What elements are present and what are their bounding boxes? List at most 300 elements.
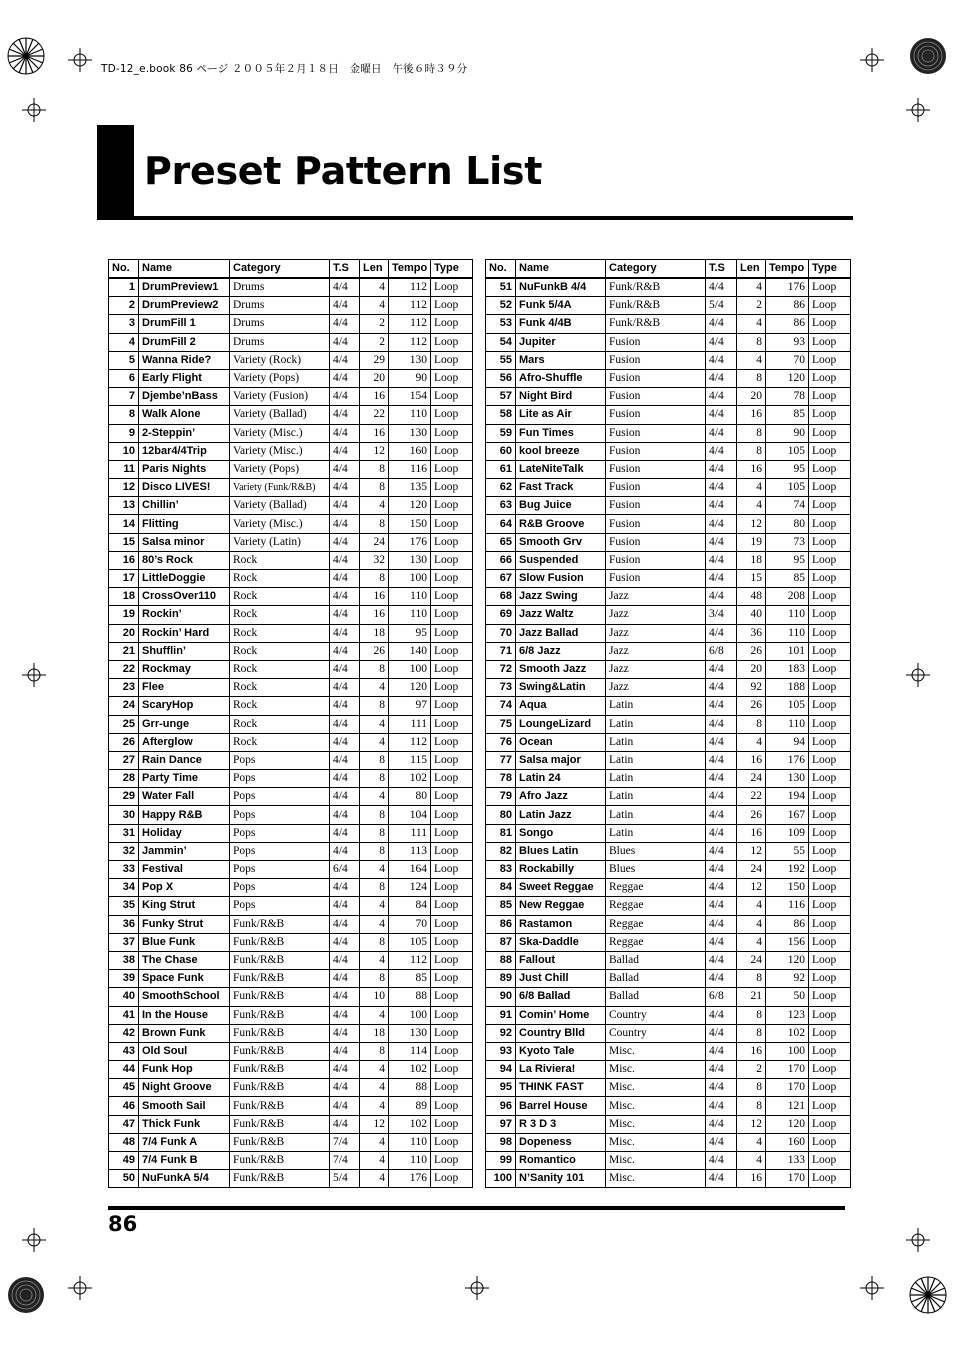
footer-rule bbox=[108, 1206, 845, 1210]
time-signature: 4/4 bbox=[706, 861, 737, 879]
pattern-length: 8 bbox=[360, 879, 389, 897]
time-signature: 4/4 bbox=[706, 278, 737, 297]
pattern-tempo: 114 bbox=[389, 1042, 431, 1060]
pattern-name: Jazz Swing bbox=[516, 588, 606, 606]
table-row bbox=[486, 842, 851, 860]
pattern-tempo: 116 bbox=[389, 460, 431, 478]
table-row bbox=[109, 679, 473, 697]
pattern-type: Loop bbox=[431, 642, 473, 660]
pattern-name: Afterglow bbox=[139, 733, 230, 751]
table-row bbox=[486, 278, 851, 297]
pattern-length: 16 bbox=[737, 824, 766, 842]
pattern-name: Early Flight bbox=[139, 369, 230, 387]
pattern-type: Loop bbox=[431, 278, 473, 297]
pattern-number: 59 bbox=[486, 424, 516, 442]
pattern-length: 4 bbox=[360, 1079, 389, 1097]
table-row bbox=[109, 1152, 473, 1170]
pattern-tempo: 84 bbox=[389, 897, 431, 915]
pattern-tempo: 102 bbox=[389, 770, 431, 788]
pattern-type: Loop bbox=[809, 1152, 851, 1170]
pattern-number: 2 bbox=[109, 297, 139, 315]
table-row bbox=[486, 679, 851, 697]
pattern-category: Fusion bbox=[606, 533, 706, 551]
table-row bbox=[486, 424, 851, 442]
pattern-name: Walk Alone bbox=[139, 406, 230, 424]
pattern-category: Rock bbox=[230, 660, 330, 678]
pattern-tempo: 170 bbox=[766, 1061, 809, 1079]
pattern-length: 12 bbox=[360, 1115, 389, 1133]
crosshair-mark-icon bbox=[906, 663, 930, 687]
time-signature: 4/4 bbox=[706, 1042, 737, 1060]
time-signature: 4/4 bbox=[706, 551, 737, 569]
pattern-name: Happy R&B bbox=[139, 806, 230, 824]
pattern-name: Ocean bbox=[516, 733, 606, 751]
pattern-type: Loop bbox=[809, 751, 851, 769]
pattern-number: 70 bbox=[486, 624, 516, 642]
pattern-name: DrumFill 1 bbox=[139, 315, 230, 333]
pattern-name: Smooth Sail bbox=[139, 1097, 230, 1115]
table-row bbox=[486, 879, 851, 897]
time-signature: 4/4 bbox=[330, 551, 360, 569]
pattern-type: Loop bbox=[431, 733, 473, 751]
pattern-length: 15 bbox=[737, 570, 766, 588]
pattern-type: Loop bbox=[431, 897, 473, 915]
table-row bbox=[486, 333, 851, 351]
col-header-no: No. bbox=[486, 260, 516, 279]
pattern-length: 16 bbox=[360, 424, 389, 442]
pattern-length: 32 bbox=[360, 551, 389, 569]
table-row bbox=[109, 369, 473, 387]
crosshair-mark-icon bbox=[860, 48, 884, 72]
pattern-category: Drums bbox=[230, 333, 330, 351]
table-row bbox=[486, 1079, 851, 1097]
table-row bbox=[486, 624, 851, 642]
table-row bbox=[109, 715, 473, 733]
pattern-tempo: 74 bbox=[766, 497, 809, 515]
table-row bbox=[486, 897, 851, 915]
time-signature: 4/4 bbox=[330, 315, 360, 333]
time-signature: 4/4 bbox=[706, 333, 737, 351]
time-signature: 4/4 bbox=[330, 788, 360, 806]
pattern-tempo: 86 bbox=[766, 315, 809, 333]
pattern-type: Loop bbox=[431, 1006, 473, 1024]
time-signature: 4/4 bbox=[330, 442, 360, 460]
pattern-category: Rock bbox=[230, 588, 330, 606]
pattern-number: 33 bbox=[109, 861, 139, 879]
pattern-length: 4 bbox=[360, 915, 389, 933]
time-signature: 4/4 bbox=[706, 515, 737, 533]
table-row bbox=[486, 1115, 851, 1133]
pattern-type: Loop bbox=[809, 533, 851, 551]
pattern-number: 67 bbox=[486, 570, 516, 588]
pattern-name: CrossOver110 bbox=[139, 588, 230, 606]
pattern-type: Loop bbox=[431, 1115, 473, 1133]
table-row bbox=[109, 406, 473, 424]
pattern-length: 8 bbox=[737, 442, 766, 460]
pattern-number: 71 bbox=[486, 642, 516, 660]
pattern-length: 8 bbox=[737, 1006, 766, 1024]
pattern-name: Rain Dance bbox=[139, 751, 230, 769]
pattern-tempo: 112 bbox=[389, 278, 431, 297]
pattern-tempo: 110 bbox=[766, 606, 809, 624]
pattern-type: Loop bbox=[809, 315, 851, 333]
pattern-name: 2-Steppin’ bbox=[139, 424, 230, 442]
pattern-number: 53 bbox=[486, 315, 516, 333]
pattern-category: Reggae bbox=[606, 879, 706, 897]
pattern-name: 6/8 Ballad bbox=[516, 988, 606, 1006]
pattern-category: Fusion bbox=[606, 388, 706, 406]
pattern-name: Party Time bbox=[139, 770, 230, 788]
pattern-category: Variety (Pops) bbox=[230, 460, 330, 478]
pattern-length: 40 bbox=[737, 606, 766, 624]
table-row bbox=[109, 770, 473, 788]
pattern-name: Paris Nights bbox=[139, 460, 230, 478]
pattern-number: 30 bbox=[109, 806, 139, 824]
pattern-type: Loop bbox=[431, 624, 473, 642]
pattern-number: 4 bbox=[109, 333, 139, 351]
pattern-name: Funk Hop bbox=[139, 1061, 230, 1079]
time-signature: 4/4 bbox=[330, 733, 360, 751]
pattern-length: 4 bbox=[737, 351, 766, 369]
pattern-type: Loop bbox=[431, 570, 473, 588]
time-signature: 4/4 bbox=[706, 660, 737, 678]
time-signature: 6/8 bbox=[706, 988, 737, 1006]
pattern-number: 49 bbox=[109, 1152, 139, 1170]
pattern-name: Fallout bbox=[516, 951, 606, 969]
table-row bbox=[109, 460, 473, 478]
pattern-tempo: 80 bbox=[766, 515, 809, 533]
pattern-name: DrumFill 2 bbox=[139, 333, 230, 351]
pattern-length: 2 bbox=[737, 297, 766, 315]
crosshair-mark-icon bbox=[906, 98, 930, 122]
pattern-category: Ballad bbox=[606, 970, 706, 988]
pattern-category: Fusion bbox=[606, 497, 706, 515]
pattern-tempo: 112 bbox=[389, 733, 431, 751]
table-row bbox=[486, 788, 851, 806]
pattern-length: 8 bbox=[360, 515, 389, 533]
pattern-number: 37 bbox=[109, 933, 139, 951]
crosshair-mark-icon bbox=[22, 98, 46, 122]
registration-disc-icon bbox=[4, 1273, 48, 1317]
pattern-length: 8 bbox=[737, 369, 766, 387]
time-signature: 6/8 bbox=[706, 642, 737, 660]
pattern-category: Funk/R&B bbox=[606, 297, 706, 315]
pattern-type: Loop bbox=[809, 642, 851, 660]
pattern-number: 46 bbox=[109, 1097, 139, 1115]
pattern-name: Rastamon bbox=[516, 915, 606, 933]
pattern-name: Pop X bbox=[139, 879, 230, 897]
pattern-tempo: 120 bbox=[766, 1115, 809, 1133]
pattern-name: Smooth Jazz bbox=[516, 660, 606, 678]
table-body-right bbox=[486, 278, 851, 1188]
pattern-tempo: 73 bbox=[766, 533, 809, 551]
pattern-length: 21 bbox=[737, 988, 766, 1006]
table-row bbox=[109, 315, 473, 333]
pattern-length: 24 bbox=[737, 951, 766, 969]
pattern-length: 18 bbox=[360, 624, 389, 642]
table-row bbox=[486, 551, 851, 569]
table-row bbox=[109, 351, 473, 369]
pattern-type: Loop bbox=[809, 951, 851, 969]
pattern-category: Jazz bbox=[606, 624, 706, 642]
pattern-number: 25 bbox=[109, 715, 139, 733]
time-signature: 4/4 bbox=[330, 1024, 360, 1042]
table-row bbox=[109, 551, 473, 569]
pattern-category: Funk/R&B bbox=[230, 933, 330, 951]
col-header-name: Name bbox=[516, 260, 606, 279]
pattern-tempo: 100 bbox=[766, 1042, 809, 1060]
pattern-name: Kyoto Tale bbox=[516, 1042, 606, 1060]
pattern-number: 86 bbox=[486, 915, 516, 933]
table-row bbox=[486, 824, 851, 842]
pattern-number: 62 bbox=[486, 479, 516, 497]
pattern-name: R&B Groove bbox=[516, 515, 606, 533]
time-signature: 4/4 bbox=[330, 424, 360, 442]
pattern-length: 4 bbox=[360, 679, 389, 697]
pattern-type: Loop bbox=[431, 770, 473, 788]
pattern-name: In the House bbox=[139, 1006, 230, 1024]
pattern-name: Jammin’ bbox=[139, 842, 230, 860]
pattern-type: Loop bbox=[431, 388, 473, 406]
pattern-tempo: 111 bbox=[389, 715, 431, 733]
pattern-tempo: 156 bbox=[766, 933, 809, 951]
pattern-number: 8 bbox=[109, 406, 139, 424]
pattern-category: Funk/R&B bbox=[606, 315, 706, 333]
pattern-type: Loop bbox=[431, 842, 473, 860]
table-row bbox=[109, 988, 473, 1006]
table-row bbox=[109, 297, 473, 315]
time-signature: 4/4 bbox=[330, 333, 360, 351]
time-signature: 4/4 bbox=[706, 1152, 737, 1170]
pattern-name: Funky Strut bbox=[139, 915, 230, 933]
table-row bbox=[486, 915, 851, 933]
pattern-tempo: 154 bbox=[389, 388, 431, 406]
time-signature: 4/4 bbox=[330, 751, 360, 769]
time-signature: 4/4 bbox=[330, 606, 360, 624]
pattern-tempo: 85 bbox=[766, 406, 809, 424]
pattern-type: Loop bbox=[809, 297, 851, 315]
time-signature: 4/4 bbox=[706, 1115, 737, 1133]
pattern-tempo: 100 bbox=[389, 660, 431, 678]
pattern-tempo: 120 bbox=[766, 369, 809, 387]
pattern-number: 34 bbox=[109, 879, 139, 897]
pattern-number: 98 bbox=[486, 1133, 516, 1151]
pattern-category: Country bbox=[606, 1006, 706, 1024]
pattern-number: 45 bbox=[109, 1079, 139, 1097]
pattern-tempo: 85 bbox=[389, 970, 431, 988]
time-signature: 4/4 bbox=[706, 351, 737, 369]
time-signature: 4/4 bbox=[330, 351, 360, 369]
pattern-name: ScaryHop bbox=[139, 697, 230, 715]
pattern-type: Loop bbox=[431, 715, 473, 733]
table-row bbox=[109, 1042, 473, 1060]
pattern-name: 7/4 Funk A bbox=[139, 1133, 230, 1151]
pattern-category: Latin bbox=[606, 733, 706, 751]
pattern-number: 74 bbox=[486, 697, 516, 715]
time-signature: 4/4 bbox=[330, 824, 360, 842]
time-signature: 4/4 bbox=[706, 679, 737, 697]
table-row bbox=[486, 515, 851, 533]
pattern-tempo: 130 bbox=[389, 1024, 431, 1042]
pattern-tempo: 86 bbox=[766, 915, 809, 933]
pattern-tempo: 176 bbox=[766, 751, 809, 769]
pattern-number: 6 bbox=[109, 369, 139, 387]
pattern-tempo: 70 bbox=[389, 915, 431, 933]
registration-sunburst-icon bbox=[906, 1273, 950, 1317]
pattern-tempo: 135 bbox=[389, 479, 431, 497]
pattern-number: 38 bbox=[109, 951, 139, 969]
pattern-number: 29 bbox=[109, 788, 139, 806]
table-row bbox=[486, 479, 851, 497]
pattern-tempo: 110 bbox=[389, 1152, 431, 1170]
crosshair-mark-icon bbox=[860, 1276, 884, 1300]
pattern-number: 54 bbox=[486, 333, 516, 351]
table-header-row bbox=[109, 260, 473, 279]
pattern-length: 2 bbox=[360, 333, 389, 351]
pattern-name: Rockin’ bbox=[139, 606, 230, 624]
pattern-length: 16 bbox=[360, 388, 389, 406]
table-row bbox=[109, 1079, 473, 1097]
table-row bbox=[486, 933, 851, 951]
time-signature: 4/4 bbox=[330, 842, 360, 860]
table-row bbox=[109, 897, 473, 915]
pattern-length: 4 bbox=[737, 933, 766, 951]
pattern-length: 92 bbox=[737, 679, 766, 697]
pattern-type: Loop bbox=[431, 297, 473, 315]
pattern-category: Jazz bbox=[606, 642, 706, 660]
pattern-name: Blues Latin bbox=[516, 842, 606, 860]
pattern-length: 8 bbox=[360, 842, 389, 860]
table-row bbox=[486, 1061, 851, 1079]
pattern-category: Misc. bbox=[606, 1061, 706, 1079]
pattern-category: Funk/R&B bbox=[230, 915, 330, 933]
pattern-type: Loop bbox=[431, 861, 473, 879]
pattern-type: Loop bbox=[431, 442, 473, 460]
pattern-tempo: 86 bbox=[766, 297, 809, 315]
table-row bbox=[486, 1097, 851, 1115]
pattern-category: Pops bbox=[230, 806, 330, 824]
pattern-category: Misc. bbox=[606, 1133, 706, 1151]
pattern-number: 56 bbox=[486, 369, 516, 387]
pattern-name: Old Soul bbox=[139, 1042, 230, 1060]
pattern-tempo: 102 bbox=[389, 1061, 431, 1079]
pattern-tempo: 95 bbox=[766, 551, 809, 569]
table-row bbox=[109, 442, 473, 460]
pattern-type: Loop bbox=[809, 879, 851, 897]
pattern-type: Loop bbox=[431, 879, 473, 897]
time-signature: 4/4 bbox=[706, 1006, 737, 1024]
table-row bbox=[486, 1133, 851, 1151]
time-signature: 4/4 bbox=[706, 1079, 737, 1097]
pattern-tempo: 121 bbox=[766, 1097, 809, 1115]
table-row bbox=[109, 424, 473, 442]
pattern-length: 48 bbox=[737, 588, 766, 606]
pattern-type: Loop bbox=[809, 715, 851, 733]
pattern-number: 80 bbox=[486, 806, 516, 824]
pattern-tempo: 123 bbox=[766, 1006, 809, 1024]
pattern-type: Loop bbox=[809, 915, 851, 933]
pattern-length: 8 bbox=[360, 570, 389, 588]
table-row bbox=[109, 333, 473, 351]
pattern-number: 88 bbox=[486, 951, 516, 969]
pattern-name: Space Funk bbox=[139, 970, 230, 988]
table-row bbox=[109, 515, 473, 533]
pattern-category: Funk/R&B bbox=[230, 970, 330, 988]
pattern-category: Variety (Funk/R&B) bbox=[230, 479, 330, 497]
pattern-type: Loop bbox=[809, 988, 851, 1006]
time-signature: 4/4 bbox=[706, 951, 737, 969]
pattern-category: Latin bbox=[606, 697, 706, 715]
pattern-length: 24 bbox=[737, 770, 766, 788]
pattern-category: Rock bbox=[230, 551, 330, 569]
pattern-tempo: 70 bbox=[766, 351, 809, 369]
col-header-ts: T.S bbox=[330, 260, 360, 279]
pattern-length: 16 bbox=[737, 751, 766, 769]
pattern-category: Funk/R&B bbox=[230, 1170, 330, 1188]
pattern-category: Blues bbox=[606, 861, 706, 879]
pattern-number: 23 bbox=[109, 679, 139, 697]
pattern-name: 80’s Rock bbox=[139, 551, 230, 569]
pattern-name: Grr-unge bbox=[139, 715, 230, 733]
pattern-name: LateNiteTalk bbox=[516, 460, 606, 478]
pattern-category: Fusion bbox=[606, 351, 706, 369]
pattern-name: LittleDoggie bbox=[139, 570, 230, 588]
pattern-number: 10 bbox=[109, 442, 139, 460]
table-body-left bbox=[109, 278, 473, 1188]
pattern-category: Rock bbox=[230, 642, 330, 660]
pattern-category: Ballad bbox=[606, 951, 706, 969]
pattern-category: Funk/R&B bbox=[230, 1152, 330, 1170]
pattern-type: Loop bbox=[809, 369, 851, 387]
table-row bbox=[486, 406, 851, 424]
pattern-number: 55 bbox=[486, 351, 516, 369]
pattern-category: Variety (Latin) bbox=[230, 533, 330, 551]
pattern-category: Funk/R&B bbox=[230, 1097, 330, 1115]
table-row bbox=[486, 388, 851, 406]
time-signature: 4/4 bbox=[706, 697, 737, 715]
pattern-category: Variety (Pops) bbox=[230, 369, 330, 387]
pattern-type: Loop bbox=[809, 1115, 851, 1133]
pattern-number: 18 bbox=[109, 588, 139, 606]
table-row bbox=[109, 497, 473, 515]
pattern-length: 4 bbox=[360, 733, 389, 751]
pattern-number: 92 bbox=[486, 1024, 516, 1042]
pattern-name: NuFunkA 5/4 bbox=[139, 1170, 230, 1188]
pattern-number: 35 bbox=[109, 897, 139, 915]
time-signature: 4/4 bbox=[330, 679, 360, 697]
pattern-category: Fusion bbox=[606, 333, 706, 351]
pattern-length: 4 bbox=[360, 497, 389, 515]
pattern-length: 4 bbox=[360, 1061, 389, 1079]
pattern-name: Thick Funk bbox=[139, 1115, 230, 1133]
pattern-length: 8 bbox=[360, 824, 389, 842]
pattern-type: Loop bbox=[809, 333, 851, 351]
pattern-tempo: 112 bbox=[389, 297, 431, 315]
pattern-name: DrumPreview2 bbox=[139, 297, 230, 315]
pattern-tempo: 105 bbox=[766, 442, 809, 460]
table-row bbox=[486, 297, 851, 315]
pattern-number: 58 bbox=[486, 406, 516, 424]
pattern-tempo: 95 bbox=[389, 624, 431, 642]
pattern-tempo: 176 bbox=[389, 1170, 431, 1188]
table-row bbox=[109, 1061, 473, 1079]
pattern-tempo: 130 bbox=[766, 770, 809, 788]
pattern-category: Funk/R&B bbox=[230, 1042, 330, 1060]
table-row bbox=[109, 278, 473, 297]
pattern-tempo: 192 bbox=[766, 861, 809, 879]
pattern-name: Lite as Air bbox=[516, 406, 606, 424]
table-row bbox=[109, 861, 473, 879]
